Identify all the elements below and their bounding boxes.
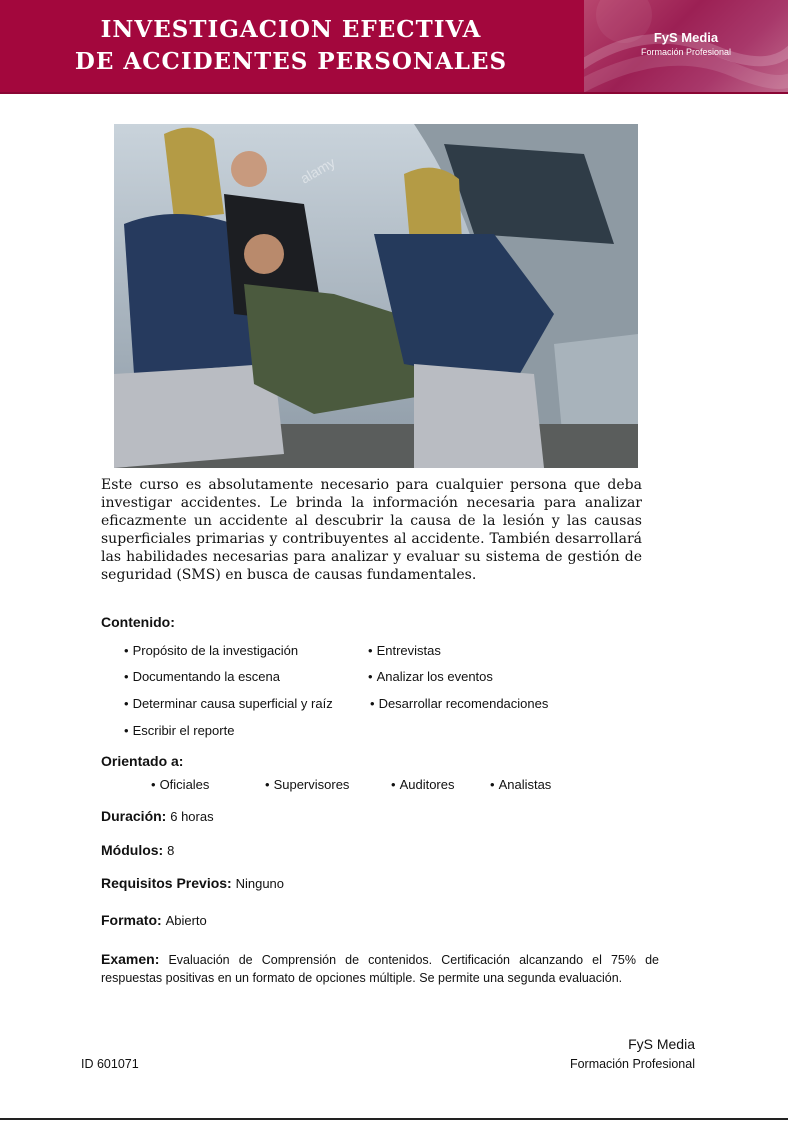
contenido-item: • Entrevistas (368, 643, 441, 658)
duracion-row (101, 808, 214, 824)
brand-logo-box (584, 0, 788, 92)
course-description: Este curso es absolutamente necesario para cualquier persona que deba investigar accidentes. Le brinda la información necesaria para analizar eficazmente un accidente al descubrir la causa de la lesión y las causas superficiales primarias y contribuyentes al accidente. También desarrollará las habilidades necesarias para analizar y evaluar su sistema de gestión de seguridad (SMS) en busca de causas fundamentales. (101, 477, 642, 583)
contenido-label: Contenido: (101, 614, 175, 630)
footer-brand: FyS Media (628, 1036, 695, 1052)
orientado-label: Orientado a: (101, 753, 184, 769)
orientado-item: • Analistas (490, 777, 551, 792)
footer-subtitle: Formación Profesional (569, 1057, 695, 1071)
page-title (0, 14, 582, 78)
orientado-item: • Supervisores (265, 777, 349, 792)
examen-value: Evaluación de Comprensión de contenidos. Certificación alcanzando el 75% de respuestas positivas en un formato de opciones múltiple. Se permite una segunda evaluación. (101, 953, 659, 985)
brand-name: FyS Media (653, 30, 719, 45)
modulos-label: Módulos: (101, 842, 164, 858)
orientado-item: • Auditores (391, 777, 454, 792)
watermark-text: alamy (297, 154, 338, 187)
document-id: ID 601071 (81, 1057, 139, 1071)
requisitos-label: Requisitos Previos: (101, 875, 232, 891)
duracion-label: Duración: (101, 808, 167, 824)
contenido-item: • Escribir el reporte (124, 723, 234, 738)
formato-row (101, 912, 207, 928)
formato-label: Formato: (101, 912, 162, 928)
examen-label: Examen: (101, 951, 160, 967)
modulos-row (101, 842, 174, 858)
bottom-divider (0, 1118, 788, 1120)
rescue-training-photo-icon (114, 124, 638, 468)
examen-row (101, 950, 659, 987)
brand-subtitle: Formación Profesional (640, 47, 732, 57)
title-line-2: DE ACCIDENTES PERSONALES (74, 48, 508, 75)
orientado-item: • Oficiales (151, 777, 209, 792)
brand-swirl-decoration (584, 0, 788, 92)
contenido-item: • Analizar los eventos (368, 669, 493, 684)
course-photo (114, 124, 638, 468)
contenido-item: • Determinar causa superficial y raíz (124, 696, 333, 711)
title-line-1: INVESTIGACION EFECTIVA (100, 16, 482, 43)
contenido-item: • Documentando la escena (124, 669, 280, 684)
formato-value: Abierto (165, 913, 207, 928)
modulos-value: 8 (167, 843, 175, 858)
requisitos-value: Ninguno (235, 876, 285, 891)
duracion-value: 6 horas (170, 809, 214, 824)
contenido-item: • Desarrollar recomendaciones (370, 696, 548, 711)
contenido-item: • Propósito de la investigación (124, 643, 298, 658)
requisitos-row (101, 875, 284, 891)
page-header (0, 0, 788, 94)
